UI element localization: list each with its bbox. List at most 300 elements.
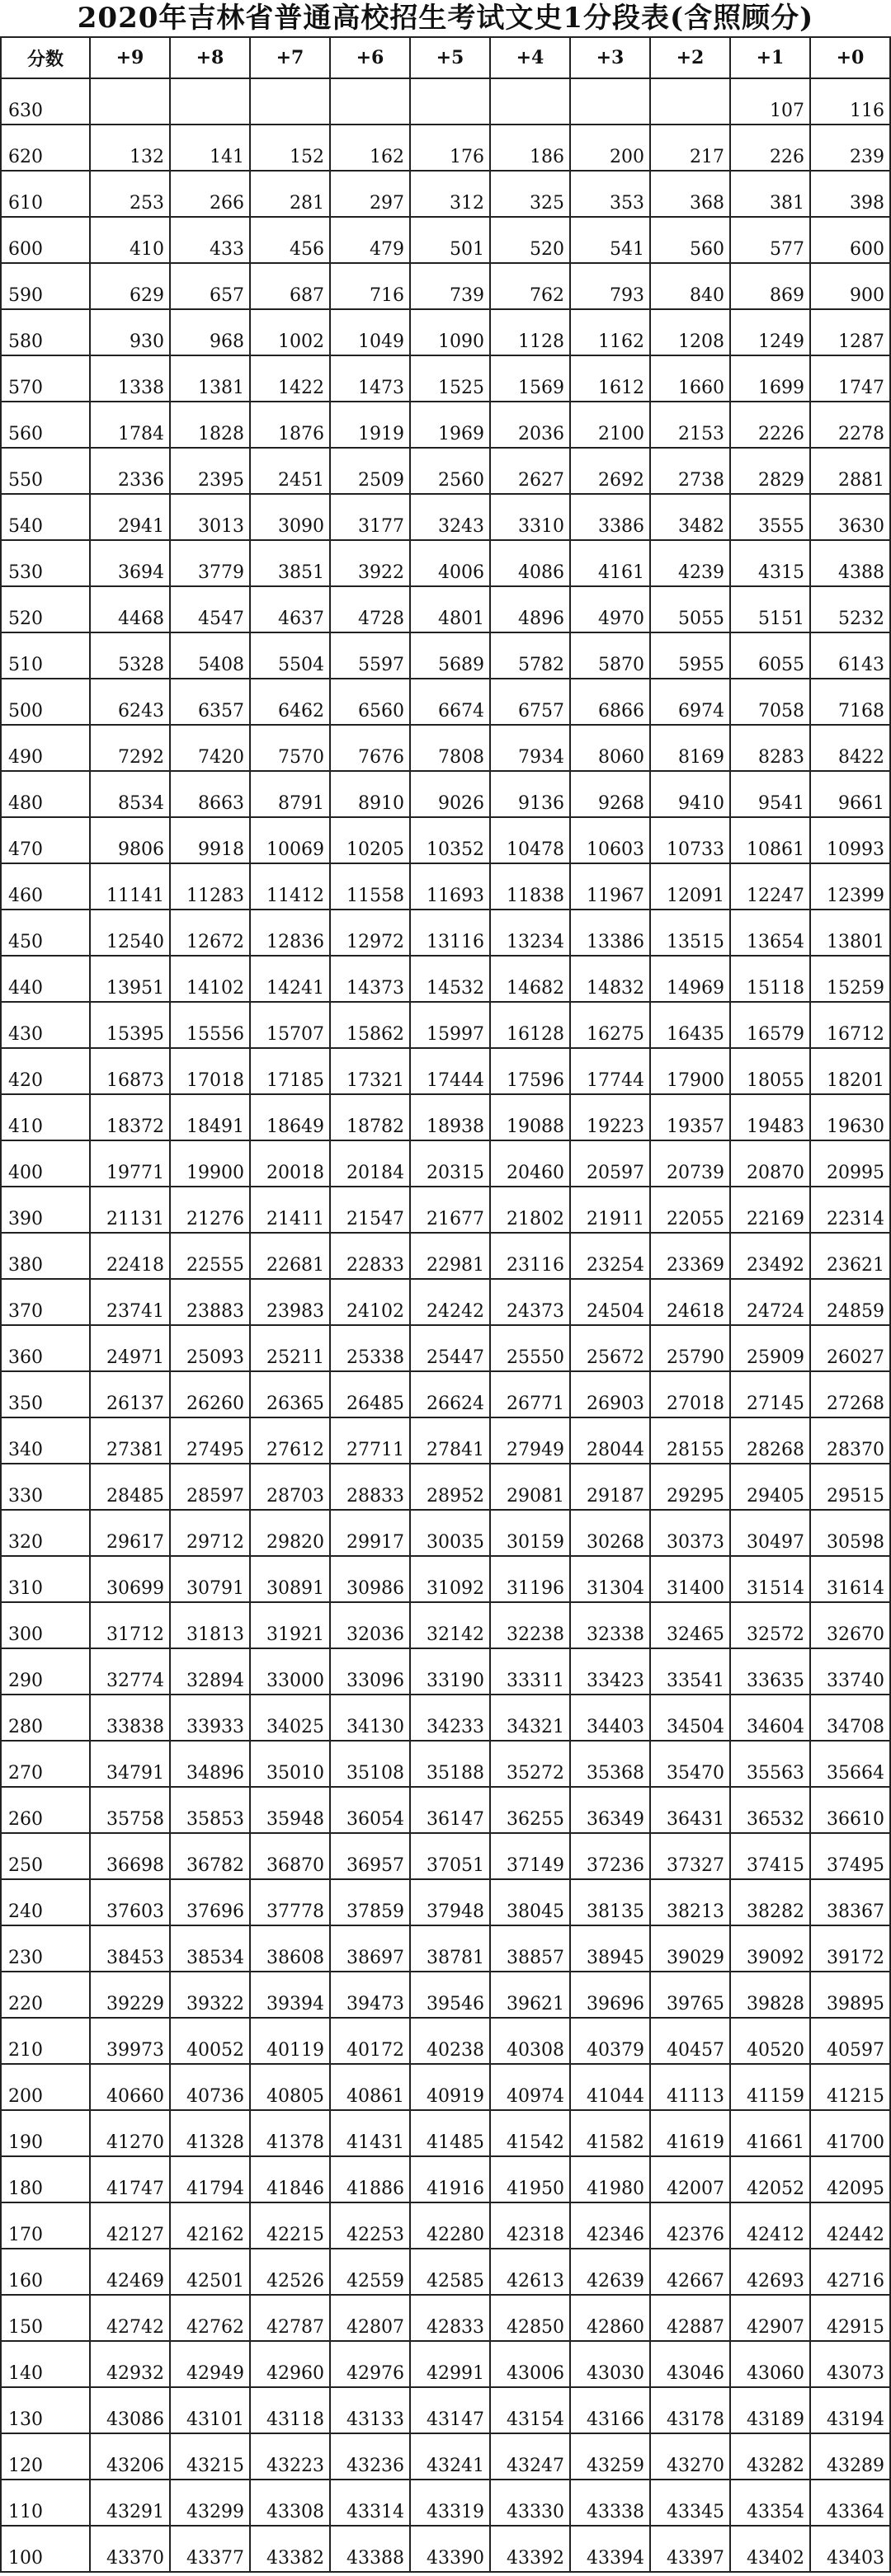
count-cell: 43259 <box>570 2433 650 2480</box>
count-cell: 30373 <box>650 1510 730 1556</box>
count-cell: 9806 <box>90 817 170 863</box>
count-cell: 30891 <box>250 1556 330 1602</box>
count-cell: 42887 <box>650 2295 730 2341</box>
count-cell: 18201 <box>810 1048 890 1094</box>
count-cell: 1660 <box>650 355 730 402</box>
table-row <box>1 1279 890 1325</box>
count-cell: 42693 <box>730 2249 810 2295</box>
count-cell: 20739 <box>650 1140 730 1187</box>
count-cell: 29515 <box>810 1464 890 1510</box>
count-cell: 410 <box>90 217 170 263</box>
count-cell: 43392 <box>490 2526 570 2572</box>
count-cell: 42559 <box>330 2249 410 2295</box>
count-cell: 43236 <box>330 2433 410 2480</box>
count-cell: 1002 <box>250 309 330 355</box>
count-cell: 600 <box>810 217 890 263</box>
count-cell: 16275 <box>570 1002 650 1048</box>
count-cell: 42960 <box>250 2341 330 2387</box>
count-cell: 22418 <box>90 1233 170 1279</box>
count-cell: 687 <box>250 263 330 309</box>
score-cell: 430 <box>1 1002 90 1048</box>
table-row <box>1 494 890 540</box>
count-cell: 27018 <box>650 1371 730 1417</box>
count-cell: 40457 <box>650 2018 730 2064</box>
count-cell: 28268 <box>730 1417 810 1464</box>
score-cell: 370 <box>1 1279 90 1325</box>
count-cell: 41328 <box>170 2110 250 2156</box>
score-cell: 420 <box>1 1048 90 1094</box>
count-cell: 22555 <box>170 1233 250 1279</box>
table-row <box>1 817 890 863</box>
count-cell: 39973 <box>90 2018 170 2064</box>
header-offset: +1 <box>730 37 810 78</box>
count-cell: 38534 <box>170 1925 250 1972</box>
count-cell: 28833 <box>330 1464 410 1510</box>
count-cell: 42787 <box>250 2295 330 2341</box>
count-cell: 14373 <box>330 956 410 1002</box>
count-cell: 5782 <box>490 632 570 679</box>
count-cell: 20870 <box>730 1140 810 1187</box>
count-cell: 24859 <box>810 1279 890 1325</box>
count-cell: 4970 <box>570 586 650 632</box>
count-cell: 33190 <box>410 1648 490 1695</box>
count-cell: 297 <box>330 171 410 217</box>
count-cell: 42052 <box>730 2156 810 2202</box>
score-cell: 630 <box>1 78 90 125</box>
score-cell: 190 <box>1 2110 90 2156</box>
count-cell: 43319 <box>410 2480 490 2526</box>
count-cell: 19223 <box>570 1094 650 1140</box>
count-cell: 26260 <box>170 1371 250 1417</box>
score-cell: 160 <box>1 2249 90 2295</box>
count-cell: 18649 <box>250 1094 330 1140</box>
count-cell: 2560 <box>410 448 490 494</box>
count-cell: 39394 <box>250 1972 330 2018</box>
count-cell: 37603 <box>90 1879 170 1925</box>
count-cell: 7570 <box>250 725 330 771</box>
count-cell: 20315 <box>410 1140 490 1187</box>
count-cell: 25093 <box>170 1325 250 1371</box>
count-cell: 35853 <box>170 1787 250 1833</box>
count-cell: 37859 <box>330 1879 410 1925</box>
count-cell: 43006 <box>490 2341 570 2387</box>
count-cell: 42742 <box>90 2295 170 2341</box>
table-row <box>1 1417 890 1464</box>
score-cell: 220 <box>1 1972 90 2018</box>
count-cell: 24724 <box>730 1279 810 1325</box>
count-cell: 42346 <box>570 2202 650 2249</box>
count-cell: 577 <box>730 217 810 263</box>
count-cell: 43166 <box>570 2387 650 2433</box>
count-cell: 39765 <box>650 1972 730 2018</box>
count-cell: 37696 <box>170 1879 250 1925</box>
count-cell: 19357 <box>650 1094 730 1140</box>
table-row <box>1 2480 890 2526</box>
score-cell: 100 <box>1 2526 90 2572</box>
table-row <box>1 1048 890 1094</box>
count-cell: 33423 <box>570 1648 650 1695</box>
count-cell: 32894 <box>170 1648 250 1695</box>
count-cell: 840 <box>650 263 730 309</box>
count-cell: 22681 <box>250 1233 330 1279</box>
count-cell: 36532 <box>730 1787 810 1833</box>
count-cell: 16435 <box>650 1002 730 1048</box>
count-cell: 1381 <box>170 355 250 402</box>
count-cell: 4388 <box>810 540 890 586</box>
header-offset: +5 <box>410 37 490 78</box>
count-cell: 43133 <box>330 2387 410 2433</box>
count-cell: 4468 <box>90 586 170 632</box>
count-cell: 6055 <box>730 632 810 679</box>
count-cell: 8169 <box>650 725 730 771</box>
count-cell: 42915 <box>810 2295 890 2341</box>
count-cell: 16873 <box>90 1048 170 1094</box>
count-cell: 13801 <box>810 910 890 956</box>
count-cell: 13386 <box>570 910 650 956</box>
score-cell: 560 <box>1 402 90 448</box>
count-cell: 33740 <box>810 1648 890 1695</box>
table-row <box>1 1510 890 1556</box>
count-cell: 368 <box>650 171 730 217</box>
count-cell: 20018 <box>250 1140 330 1187</box>
count-cell: 42907 <box>730 2295 810 2341</box>
count-cell: 36054 <box>330 1787 410 1833</box>
score-cell: 360 <box>1 1325 90 1371</box>
count-cell: 3851 <box>250 540 330 586</box>
table-row <box>1 863 890 910</box>
table-row <box>1 1464 890 1510</box>
count-cell: 42280 <box>410 2202 490 2249</box>
count-cell: 22833 <box>330 1233 410 1279</box>
score-cell: 450 <box>1 910 90 956</box>
count-cell: 37236 <box>570 1833 650 1879</box>
count-cell: 15556 <box>170 1002 250 1048</box>
count-cell: 217 <box>650 125 730 171</box>
count-cell: 32774 <box>90 1648 170 1695</box>
count-cell: 26624 <box>410 1371 490 1417</box>
count-cell: 29405 <box>730 1464 810 1510</box>
count-cell: 43282 <box>730 2433 810 2480</box>
count-cell: 10069 <box>250 817 330 863</box>
table-row <box>1 586 890 632</box>
count-cell: 25447 <box>410 1325 490 1371</box>
count-cell: 176 <box>410 125 490 171</box>
count-cell: 9026 <box>410 771 490 817</box>
count-cell: 21411 <box>250 1187 330 1233</box>
count-cell: 40520 <box>730 2018 810 2064</box>
score-cell: 520 <box>1 586 90 632</box>
score-cell: 110 <box>1 2480 90 2526</box>
count-cell: 38367 <box>810 1879 890 1925</box>
count-cell: 1876 <box>250 402 330 448</box>
count-cell: 1090 <box>410 309 490 355</box>
count-cell: 37415 <box>730 1833 810 1879</box>
count-cell: 17321 <box>330 1048 410 1094</box>
count-cell: 35470 <box>650 1741 730 1787</box>
count-cell: 35108 <box>330 1741 410 1787</box>
score-cell: 580 <box>1 309 90 355</box>
count-cell: 42127 <box>90 2202 170 2249</box>
count-cell: 1784 <box>90 402 170 448</box>
count-cell: 36698 <box>90 1833 170 1879</box>
count-cell: 30497 <box>730 1510 810 1556</box>
count-cell: 35368 <box>570 1741 650 1787</box>
count-cell: 5151 <box>730 586 810 632</box>
count-cell: 30268 <box>570 1510 650 1556</box>
count-cell: 42613 <box>490 2249 570 2295</box>
count-cell: 43330 <box>490 2480 570 2526</box>
count-cell: 14832 <box>570 956 650 1002</box>
count-cell: 10352 <box>410 817 490 863</box>
count-cell: 35758 <box>90 1787 170 1833</box>
count-cell: 43397 <box>650 2526 730 2572</box>
count-cell: 40238 <box>410 2018 490 2064</box>
header-offset: +8 <box>170 37 250 78</box>
table-row <box>1 2202 890 2249</box>
score-cell: 600 <box>1 217 90 263</box>
count-cell: 41916 <box>410 2156 490 2202</box>
count-cell: 42639 <box>570 2249 650 2295</box>
score-cell: 230 <box>1 1925 90 1972</box>
count-cell: 2336 <box>90 448 170 494</box>
count-cell: 25550 <box>490 1325 570 1371</box>
count-cell: 4547 <box>170 586 250 632</box>
count-cell: 39172 <box>810 1925 890 1972</box>
count-cell <box>410 78 490 125</box>
count-cell: 41582 <box>570 2110 650 2156</box>
count-cell: 15707 <box>250 1002 330 1048</box>
count-cell: 38135 <box>570 1879 650 1925</box>
count-cell: 43046 <box>650 2341 730 2387</box>
table-row <box>1 1787 890 1833</box>
score-cell: 380 <box>1 1233 90 1279</box>
count-cell: 18938 <box>410 1094 490 1140</box>
count-cell: 34130 <box>330 1695 410 1741</box>
count-cell: 5504 <box>250 632 330 679</box>
count-cell <box>90 78 170 125</box>
score-distribution-table <box>0 36 891 2573</box>
count-cell: 39029 <box>650 1925 730 1972</box>
count-cell: 25672 <box>570 1325 650 1371</box>
count-cell: 20597 <box>570 1140 650 1187</box>
count-cell: 40919 <box>410 2064 490 2110</box>
count-cell: 14241 <box>250 956 330 1002</box>
count-cell: 13654 <box>730 910 810 956</box>
score-cell: 290 <box>1 1648 90 1695</box>
count-cell: 23116 <box>490 1233 570 1279</box>
count-cell: 22314 <box>810 1187 890 1233</box>
count-cell: 17444 <box>410 1048 490 1094</box>
count-cell: 10861 <box>730 817 810 863</box>
count-cell: 162 <box>330 125 410 171</box>
score-cell: 140 <box>1 2341 90 2387</box>
count-cell: 32036 <box>330 1602 410 1648</box>
table-row <box>1 540 890 586</box>
count-cell: 32338 <box>570 1602 650 1648</box>
table-header-row <box>1 37 890 78</box>
count-cell: 39895 <box>810 1972 890 2018</box>
count-cell: 22055 <box>650 1187 730 1233</box>
score-cell: 490 <box>1 725 90 771</box>
table-row <box>1 355 890 402</box>
count-cell: 3090 <box>250 494 330 540</box>
score-cell: 150 <box>1 2295 90 2341</box>
count-cell: 353 <box>570 171 650 217</box>
count-cell: 26027 <box>810 1325 890 1371</box>
count-cell: 19900 <box>170 1140 250 1187</box>
count-cell: 43338 <box>570 2480 650 2526</box>
score-cell: 510 <box>1 632 90 679</box>
count-cell: 43178 <box>650 2387 730 2433</box>
table-row <box>1 1695 890 1741</box>
count-cell: 312 <box>410 171 490 217</box>
count-cell: 869 <box>730 263 810 309</box>
count-cell: 1525 <box>410 355 490 402</box>
count-cell: 739 <box>410 263 490 309</box>
count-cell: 43354 <box>730 2480 810 2526</box>
count-cell: 7808 <box>410 725 490 771</box>
count-cell: 6462 <box>250 679 330 725</box>
count-cell: 12399 <box>810 863 890 910</box>
count-cell: 34025 <box>250 1695 330 1741</box>
table-row <box>1 632 890 679</box>
count-cell: 12672 <box>170 910 250 956</box>
score-cell: 540 <box>1 494 90 540</box>
header-offset: +4 <box>490 37 570 78</box>
count-cell: 43364 <box>810 2480 890 2526</box>
count-cell: 381 <box>730 171 810 217</box>
count-cell: 31921 <box>250 1602 330 1648</box>
count-cell: 900 <box>810 263 890 309</box>
table-row <box>1 2526 890 2572</box>
header-offset: +3 <box>570 37 650 78</box>
count-cell: 38945 <box>570 1925 650 1972</box>
table-row <box>1 125 890 171</box>
count-cell: 28703 <box>250 1464 330 1510</box>
count-cell: 22169 <box>730 1187 810 1233</box>
count-cell: 40308 <box>490 2018 570 2064</box>
count-cell: 21677 <box>410 1187 490 1233</box>
count-cell: 23983 <box>250 1279 330 1325</box>
count-cell: 41700 <box>810 2110 890 2156</box>
count-cell: 716 <box>330 263 410 309</box>
count-cell <box>330 78 410 125</box>
count-cell: 19771 <box>90 1140 170 1187</box>
count-cell: 27268 <box>810 1371 890 1417</box>
count-cell: 33635 <box>730 1648 810 1695</box>
count-cell: 11558 <box>330 863 410 910</box>
score-cell: 340 <box>1 1417 90 1464</box>
score-cell: 390 <box>1 1187 90 1233</box>
count-cell: 33838 <box>90 1695 170 1741</box>
count-cell: 15997 <box>410 1002 490 1048</box>
count-cell: 41661 <box>730 2110 810 2156</box>
count-cell: 39828 <box>730 1972 810 2018</box>
count-cell: 43402 <box>730 2526 810 2572</box>
header-score: 分数 <box>1 37 90 78</box>
count-cell: 37149 <box>490 1833 570 1879</box>
score-cell: 180 <box>1 2156 90 2202</box>
count-cell: 6560 <box>330 679 410 725</box>
table-row <box>1 1879 890 1925</box>
count-cell: 35188 <box>410 1741 490 1787</box>
count-cell: 27495 <box>170 1417 250 1464</box>
count-cell: 2278 <box>810 402 890 448</box>
count-cell: 36255 <box>490 1787 570 1833</box>
count-cell: 2881 <box>810 448 890 494</box>
count-cell: 42318 <box>490 2202 570 2249</box>
count-cell: 39229 <box>90 1972 170 2018</box>
count-cell: 43270 <box>650 2433 730 2480</box>
count-cell: 39696 <box>570 1972 650 2018</box>
table-row <box>1 1556 890 1602</box>
count-cell: 28597 <box>170 1464 250 1510</box>
count-cell: 9661 <box>810 771 890 817</box>
count-cell <box>490 78 570 125</box>
count-cell: 11693 <box>410 863 490 910</box>
count-cell: 7292 <box>90 725 170 771</box>
score-cell: 170 <box>1 2202 90 2249</box>
table-row <box>1 910 890 956</box>
count-cell: 41886 <box>330 2156 410 2202</box>
count-cell: 41542 <box>490 2110 570 2156</box>
count-cell: 14102 <box>170 956 250 1002</box>
count-cell: 4637 <box>250 586 330 632</box>
count-cell: 8283 <box>730 725 810 771</box>
count-cell: 34504 <box>650 1695 730 1741</box>
score-cell: 280 <box>1 1695 90 1741</box>
count-cell: 35010 <box>250 1741 330 1787</box>
count-cell: 21911 <box>570 1187 650 1233</box>
count-cell: 25790 <box>650 1325 730 1371</box>
count-cell: 3779 <box>170 540 250 586</box>
count-cell: 8663 <box>170 771 250 817</box>
count-cell: 29081 <box>490 1464 570 1510</box>
score-cell: 120 <box>1 2433 90 2480</box>
count-cell: 5408 <box>170 632 250 679</box>
count-cell: 43215 <box>170 2433 250 2480</box>
count-cell: 42860 <box>570 2295 650 2341</box>
table-row <box>1 2387 890 2433</box>
count-cell: 30598 <box>810 1510 890 1556</box>
count-cell: 968 <box>170 309 250 355</box>
count-cell: 23741 <box>90 1279 170 1325</box>
count-cell: 33933 <box>170 1695 250 1741</box>
count-cell: 42007 <box>650 2156 730 2202</box>
count-cell: 40597 <box>810 2018 890 2064</box>
count-cell: 38697 <box>330 1925 410 1972</box>
count-cell: 43060 <box>730 2341 810 2387</box>
count-cell: 10603 <box>570 817 650 863</box>
count-cell: 116 <box>810 78 890 125</box>
count-cell: 38857 <box>490 1925 570 1972</box>
table-row <box>1 448 890 494</box>
count-cell: 43154 <box>490 2387 570 2433</box>
count-cell: 43086 <box>90 2387 170 2433</box>
count-cell: 239 <box>810 125 890 171</box>
count-cell: 41270 <box>90 2110 170 2156</box>
count-cell: 16712 <box>810 1002 890 1048</box>
count-cell: 2941 <box>90 494 170 540</box>
count-cell: 30791 <box>170 1556 250 1602</box>
count-cell: 186 <box>490 125 570 171</box>
count-cell: 42253 <box>330 2202 410 2249</box>
score-cell: 440 <box>1 956 90 1002</box>
count-cell: 24373 <box>490 1279 570 1325</box>
count-cell: 3630 <box>810 494 890 540</box>
count-cell: 42215 <box>250 2202 330 2249</box>
count-cell: 6757 <box>490 679 570 725</box>
